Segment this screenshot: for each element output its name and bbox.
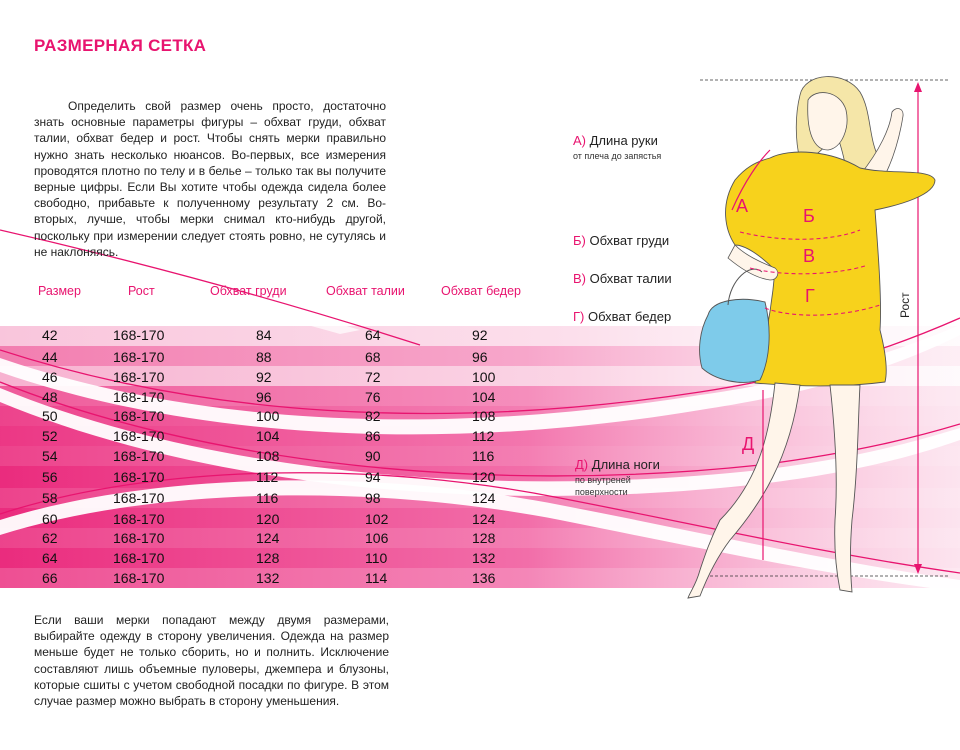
cell-waist: 82 [365,408,381,424]
cell-waist: 106 [365,530,389,546]
label-letter: Д) [575,457,589,472]
cell-height: 168-170 [113,448,165,464]
label-arm-length [573,133,658,148]
cell-size: 60 [42,511,58,527]
cell-hips: 108 [472,408,496,424]
cell-hips: 112 [472,428,495,444]
label-text: Обхват талии [589,271,672,286]
figure-letter-v: В [803,246,816,266]
cell-height: 168-170 [113,570,165,586]
label-text: Длина ноги [591,457,660,472]
cell-waist: 110 [365,550,388,566]
cell-height: 168-170 [113,408,165,424]
table-row [0,490,560,508]
cell-hips: 116 [472,448,495,464]
cell-height: 168-170 [113,530,165,546]
cell-size: 46 [42,369,58,385]
figure-letter-b: Б [803,206,815,226]
cell-height: 168-170 [113,511,165,527]
cell-waist: 114 [365,570,388,586]
label-letter: В) [573,271,586,286]
table-row [0,349,560,367]
table-row [0,511,560,529]
cell-chest: 132 [256,570,280,586]
cell-hips: 124 [472,490,496,506]
cell-chest: 96 [256,389,272,405]
cell-height: 168-170 [113,428,165,444]
cell-waist: 86 [365,428,381,444]
label-letter: А) [573,133,586,148]
figure-letter-a: А [736,196,749,216]
label-leg-length [575,457,660,472]
cell-waist: 94 [365,469,381,485]
cell-size: 54 [42,448,58,464]
cell-waist: 68 [365,349,381,365]
cell-height: 168-170 [113,349,165,365]
cell-size: 42 [42,327,58,343]
cell-chest: 128 [256,550,280,566]
table-row [0,408,560,426]
label-arm-length-sub: от плеча до запястья [573,151,662,161]
table-row [0,389,560,407]
cell-size: 44 [42,349,58,365]
figure-letter-d: Д [742,434,755,454]
figure-letter-g: Г [805,286,815,306]
cell-waist: 72 [365,369,381,385]
cell-height: 168-170 [113,389,165,405]
cell-waist: 98 [365,490,381,506]
cell-chest: 88 [256,349,272,365]
table-row [0,369,560,387]
table-row [0,428,560,446]
cell-waist: 76 [365,389,381,405]
cell-size: 48 [42,389,58,405]
table-row [0,530,560,548]
cell-chest: 84 [256,327,272,343]
intro-paragraph: Определить свой размер очень просто, достаточно знать основные параметры фигуры – обхват груди, обхват талии, обхват бедер и рост. Чтобы снять мерки правильно нужно знать несколько нюансов. Во-первых, все измерения проводятся плотно по телу и в белье – только так вы получите верные цифры. Если Вы хотите чтобы одежда сидела более свободно, прибавьте к полученному результату 2 см. Во-вторых, лучше, чтобы мерки снимал кто-нибудь другой, поскольку при измерении следует стоять ровно, не сутулясь и не наклоняясь. [34,99,386,259]
cell-chest: 104 [256,428,280,444]
table-row [0,469,560,487]
label-hips [573,309,671,324]
col-header-waist: Обхват талии [326,284,405,298]
cell-waist: 90 [365,448,381,464]
cell-chest: 100 [256,408,280,424]
cell-size: 62 [42,530,58,546]
cell-chest: 112 [256,469,279,485]
cell-size: 58 [42,490,58,506]
cell-height: 168-170 [113,469,165,485]
label-text: Длина руки [589,133,658,148]
cell-height: 168-170 [113,550,165,566]
label-chest [573,233,669,248]
cell-chest: 120 [256,511,280,527]
cell-size: 64 [42,550,58,566]
label-text: Обхват груди [589,233,670,248]
cell-height: 168-170 [113,327,165,343]
table-row [0,550,560,568]
cell-size: 52 [42,428,58,444]
col-header-size: Размер [38,284,81,298]
cell-height: 168-170 [113,490,165,506]
cell-hips: 120 [472,469,496,485]
cell-hips: 92 [472,327,488,343]
cell-size: 56 [42,469,58,485]
label-waist [573,271,672,286]
cell-size: 50 [42,408,58,424]
label-letter: Б) [573,233,586,248]
label-leg-sub-line2: поверхности [575,487,628,497]
outro-paragraph: Если ваши мерки попадают между двумя размерами, выбирайте одежду в сторону увеличения. Одежда на размер меньше будет не только сборить, но и полнить. Исключение составляют лишь объемные пуловеры, джемпера и блузоны, которые сшиты с учетом свободной посадки по фигуре. В этом случае размер можно выбрать в сторону уменьшения. [34,613,389,709]
cell-hips: 128 [472,530,496,546]
cell-hips: 104 [472,389,496,405]
cell-height: 168-170 [113,369,165,385]
cell-chest: 116 [256,490,279,506]
label-leg-sub-line1: по внутреней [575,475,631,485]
table-row [0,448,560,466]
label-letter: Г) [573,309,585,324]
cell-chest: 124 [256,530,280,546]
cell-hips: 136 [472,570,496,586]
cell-hips: 124 [472,511,496,527]
cell-waist: 64 [365,327,381,343]
table-row [0,570,560,588]
cell-size: 66 [42,570,58,586]
cell-hips: 132 [472,550,496,566]
col-header-height: Рост [128,284,155,298]
col-header-hips: Обхват бедер [441,284,521,298]
table-row [0,327,560,345]
label-text: Обхват бедер [588,309,672,324]
height-label: Рост [898,292,912,318]
cell-hips: 100 [472,369,496,385]
page-title: РАЗМЕРНАЯ СЕТКА [34,36,207,55]
cell-waist: 102 [365,511,389,527]
cell-chest: 92 [256,369,272,385]
col-header-chest: Обхват груди [210,284,287,298]
cell-hips: 96 [472,349,488,365]
label-leg-length-sub [575,474,631,498]
cell-chest: 108 [256,448,280,464]
